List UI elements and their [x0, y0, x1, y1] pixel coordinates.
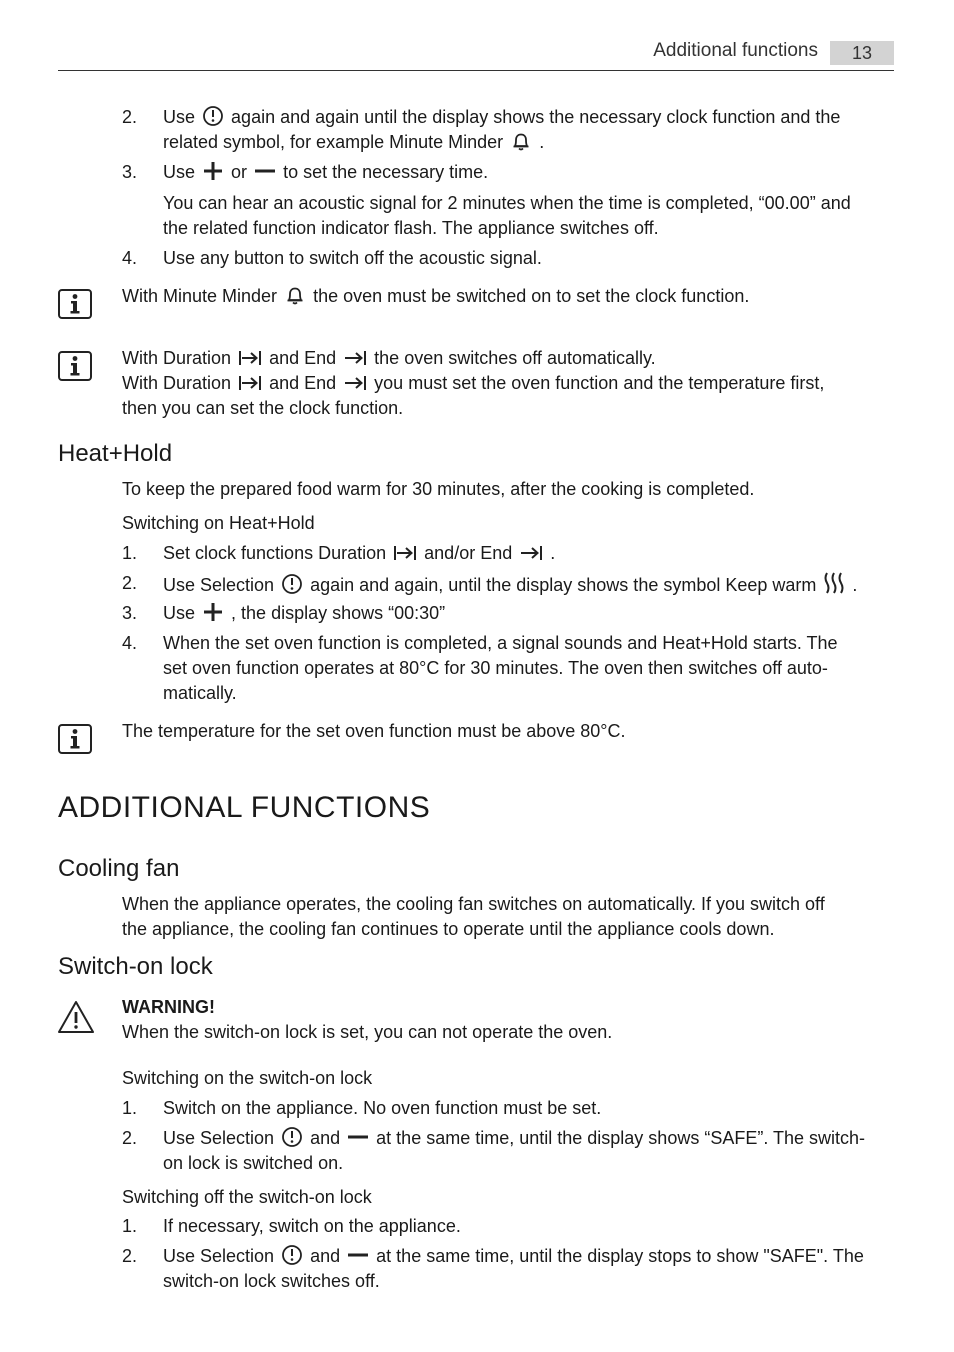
info-note-line: With Duration and End you must set the oven function and the temperature first,: [122, 373, 825, 393]
duration-icon: [393, 543, 417, 563]
step-text-cont: matically.: [163, 683, 237, 703]
page-number: 13: [830, 41, 894, 65]
step-text: When the set oven function is completed, a signal sounds and Heat+Hold starts. The: [163, 633, 838, 653]
paragraph-line: the appliance, the cooling fan continues to operate until the appliance cools down.: [122, 919, 775, 939]
step-number: 3.: [122, 162, 138, 182]
info-note-line: With Duration and End the oven switches off automatically.: [122, 348, 656, 368]
step-text: Use Selection again and again, until the display shows the symbol Keep warm .: [163, 571, 857, 598]
info-icon: [58, 351, 92, 381]
clock-icon: [281, 573, 303, 595]
clock-icon: [202, 105, 224, 127]
end-time-icon: [343, 373, 367, 393]
info-note-line: then you can set the clock function.: [122, 398, 404, 418]
section-title-heat-hold: Heat+Hold: [58, 440, 173, 467]
plus-icon: [202, 601, 224, 623]
minus-icon: [254, 160, 276, 182]
step-number: 2.: [122, 573, 138, 593]
step-text-cont: on lock is switched on.: [163, 1153, 344, 1173]
step-text: Set clock functions Duration and/or End .: [163, 543, 556, 563]
step-text-cont: set oven function operates at 80°C for 30 minutes. The oven then switches off auto-: [163, 658, 828, 678]
bell-icon: [510, 130, 532, 152]
step-text-cont: switch-on lock switches off.: [163, 1271, 380, 1291]
step-text: Switch on the appliance. No oven function must be set.: [163, 1098, 602, 1118]
info-icon: [58, 289, 92, 319]
section-title-cooling-fan: Cooling fan: [58, 855, 180, 882]
step-number: 3.: [122, 603, 138, 623]
step-number: 1.: [122, 1098, 138, 1118]
step-number: 2.: [122, 107, 138, 127]
subsection-label: Switching off the switch-on lock: [122, 1187, 372, 1207]
step-text: If necessary, switch on the appliance.: [163, 1216, 461, 1236]
step-text: Use or to set the necessary time.: [163, 162, 489, 182]
clock-icon: [281, 1126, 303, 1148]
chapter-title: ADDITIONAL FUNCTIONS: [58, 791, 431, 824]
header-rule: [58, 70, 894, 71]
step-text: Use Selection and at the same time, until the display shows “SAFE”. The switch-: [163, 1128, 866, 1148]
end-time-icon: [343, 348, 367, 368]
section-title-switch-on-lock: Switch-on lock: [58, 953, 213, 980]
duration-icon: [238, 348, 262, 368]
step-note: the related function indicator flash. The appliance switches off.: [163, 218, 659, 238]
end-time-icon: [519, 543, 543, 563]
minus-icon: [347, 1126, 369, 1148]
warning-icon: [57, 1000, 95, 1034]
keep-warm-icon: [823, 571, 845, 595]
clock-icon: [281, 1244, 303, 1266]
step-number: 1.: [122, 543, 138, 563]
step-text: Use again and again until the display shows the necessary clock function and the: [163, 107, 841, 127]
warning-label: WARNING!: [122, 997, 215, 1017]
step-number: 4.: [122, 248, 138, 268]
subsection-label: Switching on the switch-on lock: [122, 1068, 373, 1088]
step-note: You can hear an acoustic signal for 2 minutes when the time is completed, “00.00” and: [163, 193, 851, 213]
warning-text: When the switch-on lock is set, you can not operate the oven.: [122, 1022, 613, 1042]
info-note: The temperature for the set oven function must be above 80°C.: [122, 721, 626, 741]
step-text: Use Selection and at the same time, until the display stops to show "SAFE". The: [163, 1246, 864, 1266]
plus-icon: [202, 160, 224, 182]
step-text-cont: related symbol, for example Minute Minder .: [163, 132, 545, 152]
step-number: 2.: [122, 1128, 138, 1148]
running-header-title: Additional functions: [653, 40, 818, 61]
info-note: With Minute Minder the oven must be switched on to set the clock function.: [122, 286, 750, 306]
bell-icon: [284, 284, 306, 306]
duration-icon: [238, 373, 262, 393]
section-intro: To keep the prepared food warm for 30 minutes, after the cooking is completed.: [122, 479, 755, 499]
minus-icon: [347, 1244, 369, 1266]
paragraph-line: When the appliance operates, the cooling fan switches on automatically. If you switch off: [122, 894, 825, 914]
info-icon: [58, 724, 92, 754]
subsection-label: Switching on Heat+Hold: [122, 513, 315, 533]
step-number: 2.: [122, 1246, 138, 1266]
step-number: 1.: [122, 1216, 138, 1236]
step-number: 4.: [122, 633, 138, 653]
step-text: Use any button to switch off the acoustic signal.: [163, 248, 542, 268]
step-text: Use , the display shows “00:30”: [163, 603, 446, 623]
